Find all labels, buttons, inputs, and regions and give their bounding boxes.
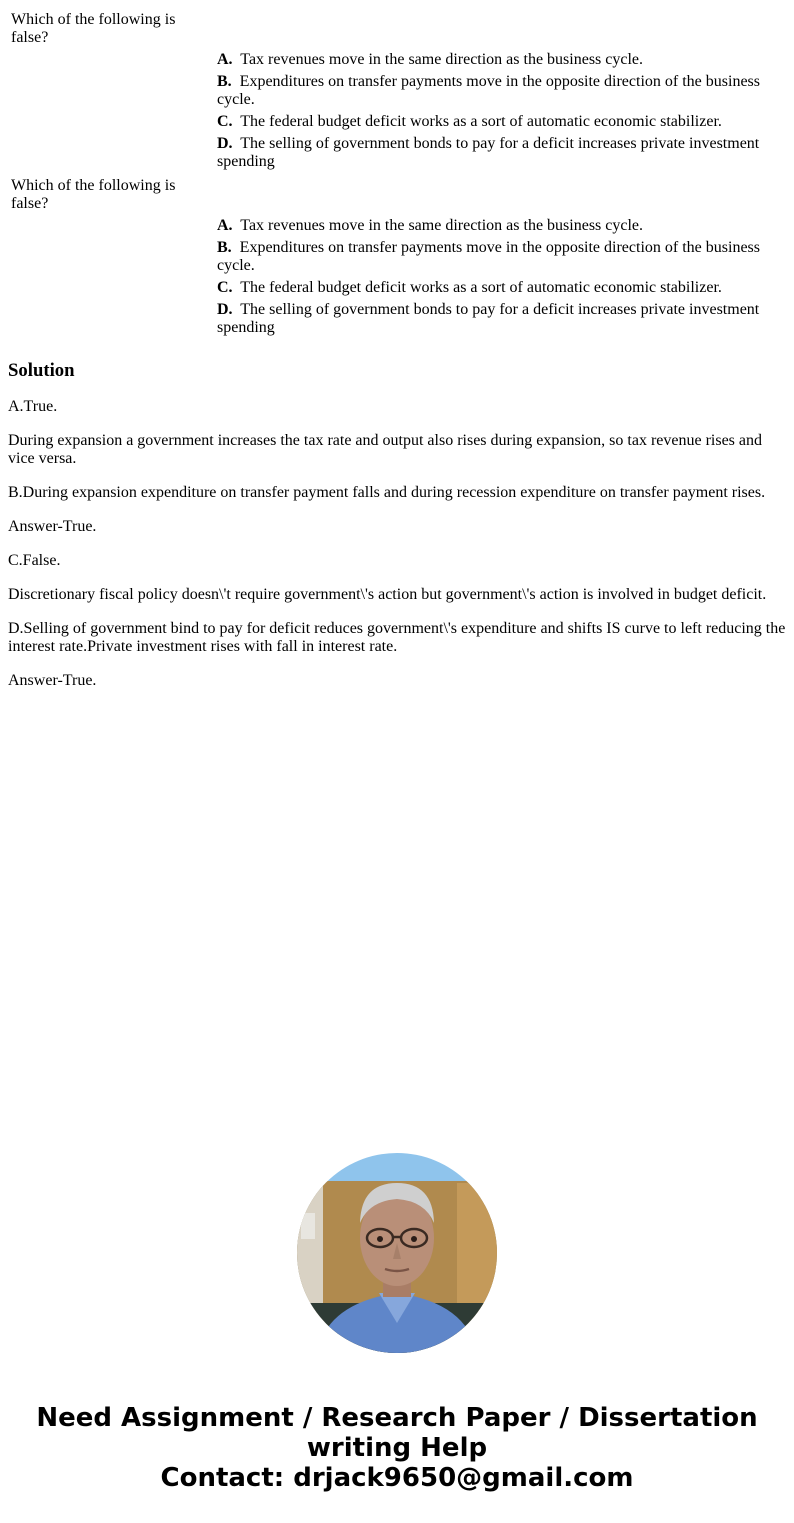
promo-line-2: writing Help xyxy=(306,1433,488,1463)
option-b xyxy=(216,238,784,276)
option-b xyxy=(216,72,784,110)
option-letter: D. xyxy=(217,301,233,318)
author-avatar xyxy=(297,1153,497,1353)
option-text: The selling of government bonds to pay for a deficit increases private investment spending xyxy=(217,135,760,170)
option-c xyxy=(216,278,784,298)
solution-paragraph: B.During expansion expenditure on transfer payment falls and during recession expenditure on transfer payment rises. xyxy=(8,484,766,501)
option-letter: C. xyxy=(217,279,233,296)
option-row xyxy=(10,278,784,298)
solution-heading: Solution xyxy=(8,360,75,381)
option-letter: C. xyxy=(217,113,233,130)
promo-contact: Contact: drjack9650@gmail.com xyxy=(160,1463,634,1493)
option-row xyxy=(10,112,784,132)
option-letter: B. xyxy=(217,73,232,90)
option-text: Expenditures on transfer payments move in the opposite direction of the business cycle. xyxy=(217,73,760,108)
solution-paragraph: Answer-True. xyxy=(8,518,97,535)
option-c xyxy=(216,112,784,132)
solution-paragraph: Answer-True. xyxy=(8,672,97,689)
solution-paragraph: During expansion a government increases the tax rate and output also rises during expansion, so tax revenue rises and vice versa. xyxy=(8,432,763,467)
option-a xyxy=(216,50,784,70)
option-letter: B. xyxy=(217,239,232,256)
question-text: Which of the following is false? xyxy=(11,11,176,46)
option-text: Tax revenues move in the same direction as the business cycle. xyxy=(240,51,644,68)
avatar-eye-right xyxy=(411,1236,417,1242)
solution-paragraph: Discretionary fiscal policy doesn\'t require government\'s action but government\'s action is involved in budget deficit. xyxy=(8,586,767,603)
option-letter: D. xyxy=(217,135,233,152)
option-row xyxy=(10,72,784,110)
option-row xyxy=(10,50,784,70)
solution-paragraph: A.True. xyxy=(8,398,58,415)
question-text: Which of the following is false? xyxy=(11,177,176,212)
option-letter: A. xyxy=(217,217,233,234)
avatar-carved-panel xyxy=(457,1183,497,1323)
option-d xyxy=(216,134,784,172)
page-content xyxy=(8,8,786,690)
solution-paragraph: D.Selling of government bind to pay for deficit reduces government\'s expenditure and shifts IS curve to left reducing the interest rate.Private investment rises with fall in interest rate. xyxy=(8,620,786,655)
option-text: Expenditures on transfer payments move in the opposite direction of the business cycle. xyxy=(217,239,760,274)
option-a xyxy=(216,216,784,236)
question-table-2 xyxy=(8,174,786,340)
avatar-eye-left xyxy=(377,1236,383,1242)
avatar-portrait xyxy=(297,1153,497,1353)
option-text: The federal budget deficit works as a sort of automatic economic stabilizer. xyxy=(240,279,722,296)
option-row xyxy=(10,216,784,236)
option-letter: A. xyxy=(217,51,233,68)
option-text: Tax revenues move in the same direction as the business cycle. xyxy=(240,217,644,234)
question-table-1 xyxy=(8,8,786,174)
solution-paragraph: C.False. xyxy=(8,552,61,569)
option-row xyxy=(10,300,784,338)
option-row xyxy=(10,134,784,172)
option-text: The federal budget deficit works as a sort of automatic economic stabilizer. xyxy=(240,113,722,130)
promo-banner xyxy=(0,1403,794,1493)
option-d xyxy=(216,300,784,338)
avatar-window-frame xyxy=(297,1183,323,1323)
option-row xyxy=(10,238,784,276)
promo-line-1: Need Assignment / Research Paper / Dissertation xyxy=(36,1403,758,1433)
avatar-switchboard xyxy=(301,1213,315,1239)
option-text: The selling of government bonds to pay for a deficit increases private investment spending xyxy=(217,301,760,336)
